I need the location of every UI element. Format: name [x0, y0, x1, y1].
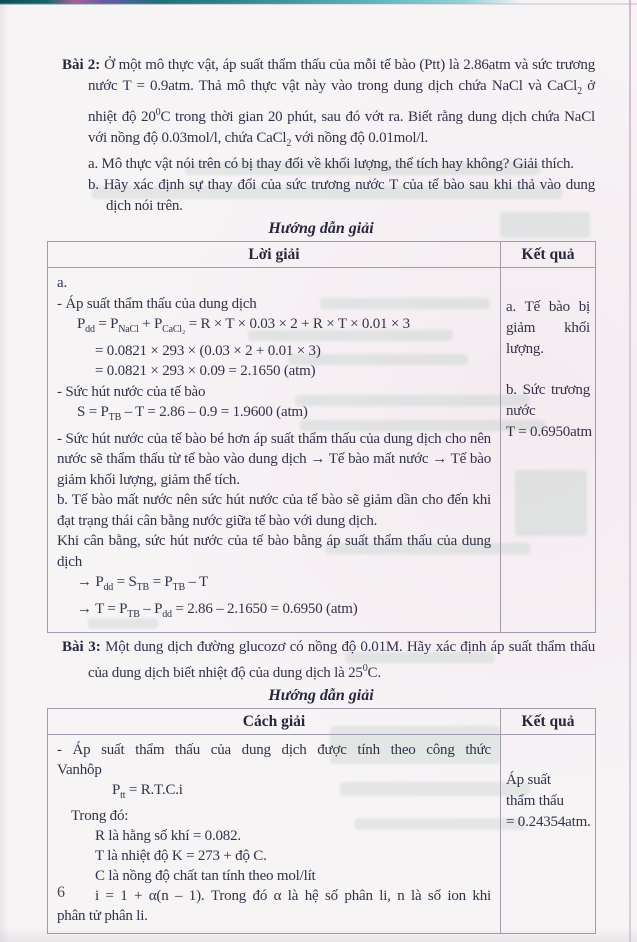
formula-line: $S = P_{TB} - T = 2.86 - 0.9 = 1.9600$ (atm) [77, 404, 308, 423]
exercise-2-intro-text: Ở một mô thực vật, áp suất thẩm thấu của mỗi tế bào (Ptt) là 2.86atm và sức trương nước T = 0.9atm. Thả mô thực vật này vào trong dung dịch chứa NaCl và CaCl$_2$ ở nhiệt độ $20^0C$ trong thời gian 20 phút, sau đó vớt ra. Biết rằng dung dịch chứa NaCl với nồng độ 0.03mol/l, chứa CaCl$_2$ với nồng độ 0.01mol/l. [88, 57, 595, 149]
solution-paragraph: Khi cân bằng, sức hút nước của tế bào bằng áp suất thẩm thấu của dung dịch [57, 533, 491, 570]
table-2-header-row [48, 709, 596, 735]
solution-line: phân tử phân li. [57, 908, 148, 924]
solution-table-1 [47, 241, 596, 633]
solution-table-2 [47, 708, 596, 934]
page-right-edge-line [629, 0, 631, 942]
table-2-solution-cell [48, 735, 501, 934]
result-pressure-value: = 0.24354atm. [506, 814, 591, 830]
solution-line: - Áp suất thẩm thấu của dung dịch được tính theo công thức [57, 742, 491, 758]
formula-line: = 0.0821 × 293 × 0.09 = 2.1650 (atm) [95, 363, 316, 379]
table-2-result-cell [501, 735, 596, 934]
exercise-3-label: Bài 3: [62, 639, 101, 655]
table-2-body-row [48, 735, 596, 934]
table-1-col-ket-qua: Kết quả [501, 242, 596, 268]
result-pressure-line: Áp suất [506, 772, 551, 788]
result-item-b-value: T = 0.6950atm [506, 424, 592, 440]
page-content [47, 55, 595, 934]
solution-guide-title-2: Hướng dẫn giải [268, 687, 374, 704]
solution-line: R là hằng số khí = 0.082. [95, 828, 241, 844]
solution-line: Trong đó: [71, 808, 129, 824]
exercise-2-label: Bài 2: [62, 57, 101, 73]
exercise-3-intro-text: Một dung dịch đường glucozơ có nồng độ 0.01M. Hãy xác định áp suất thẩm thấu của dung dịch biết nhiệt độ của dung dịch là $25^0C$. [88, 639, 595, 681]
table-1-body-row [48, 268, 596, 633]
formula-line: → $T = P_{TB} - P_{dd} = 2.86 - 2.1650 = 0.6950$ (atm) [77, 600, 358, 620]
solution-paragraph: b. Tế bào mất nước nên sức hút nước của tế bào sẽ giảm dần cho đến khi đạt trạng thái cân bằng nước giữa tế bào với dung dịch. [57, 492, 491, 529]
table-1-solution-cell [48, 268, 501, 633]
solution-line: - Áp suất thẩm thấu của dung dịch [57, 295, 257, 312]
solution-line: C là nồng độ chất tan tính theo mol/lít [95, 868, 316, 884]
solution-line: - Sức hút nước của tế bào [57, 383, 206, 400]
table-2-col-cach-giai: Cách giải [48, 709, 501, 735]
solution-paragraph: - Sức hút nước của tế bào bé hơn áp suất thẩm thấu của dung dịch cho nên nước sẽ thẩm thấu từ tế bào vào dung dịch → Tế bào mất nước → Tế bào giảm khối lượng, giảm thể tích. [57, 430, 491, 488]
table-2-col-ket-qua: Kết quả [501, 709, 596, 735]
exercise-2-item-b: b. Hãy xác định sự thay đổi của sức trương nước T của tế bào sau khi thả vào dung dịch nói trên. [88, 177, 595, 214]
table-1-header-row [48, 242, 596, 268]
solution-line: a. [57, 275, 68, 291]
page-number: 6 [57, 884, 65, 901]
table-1-result-cell [501, 268, 596, 633]
exercise-2-item-a: a. Mô thực vật nói trên có bị thay đổi về khối lượng, thể tích hay không? Giải thích. [88, 156, 574, 172]
solution-line: i = 1 + α(n – 1). Trong đó α là hệ số phân li, n là số ion khi [95, 888, 491, 904]
exercise-3-intro [62, 637, 595, 684]
exercise-2-intro [62, 55, 595, 154]
formula-line: $P_{dd} = P_{NaCl} + P_{CaCl_2} = R \times T \times 0.03 \times 2 + R \times T \times 0.01 \times 3$ [77, 316, 410, 335]
solution-line: Vanhôp [57, 762, 102, 778]
result-item-b: b. Sức trương nước [506, 382, 590, 419]
result-item-a: a. Tế bào bị giảm khối lượng. [506, 299, 590, 357]
solution-guide-title-1: Hướng dẫn giải [268, 220, 374, 237]
page-top-edge-line [0, 3, 637, 5]
formula-line: → $P_{dd} = S_{TB} = P_{TB} - T$ [77, 574, 209, 593]
result-pressure-line: thẩm thấu [506, 793, 564, 809]
formula-line: = 0.0821 × 293 × (0.03 × 2 + 0.01 × 3) [95, 342, 321, 359]
solution-line: T là nhiệt độ K = 273 + độ C. [95, 848, 267, 864]
table-1-col-loi-giai: Lời giải [48, 242, 501, 268]
formula-line: $P_{tt} = R.T.C.i$ [112, 782, 183, 801]
